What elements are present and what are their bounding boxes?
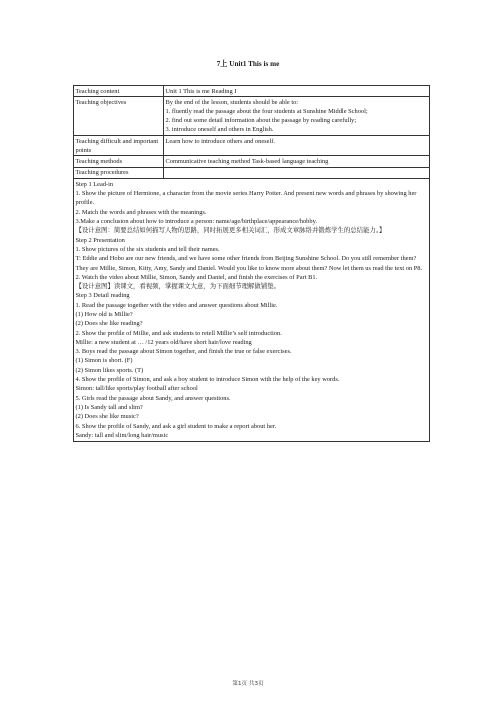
- table-row: [74, 136, 430, 156]
- procedure-line: 3.Make a conclusion about how to introduce a person: name/age/birthplace/appearance/hobby.: [75, 218, 317, 226]
- page-title: 7上 Unit1 This is me: [216, 60, 280, 68]
- objective-line: 3. introduce oneself and others in English.: [165, 126, 274, 134]
- procedure-line: Millie: a new student at … /12 years old/have short hair/love reading: [75, 338, 252, 346]
- procedure-line: T: Eddie and Hobo are our new friends, and we have some other friends from Beijing Sunshine School. Do you still remember them? They are Millie, Simon, Kitty, Amy, Sandy and Daniel. Would you like to know more about them? Now let them us read the text on P8.: [75, 255, 423, 272]
- row-value: Unit 1 This is me Reading I: [164, 86, 430, 97]
- row-value: [164, 97, 430, 136]
- procedure-line: 2. Show the profile of Millie, and ask students to retell Millie’s self introduction.: [75, 329, 282, 337]
- procedure-line: Step 3 Detail reading: [75, 292, 130, 300]
- row-key: Teaching difficult and important points: [74, 136, 164, 156]
- procedure-line: 6. Show the profile of Sandy, and ask a girl student to make a report about her.: [75, 422, 277, 430]
- procedure-line: 2. Watch the video about Millie, Simon, Sandy and Daniel, and finish the exercises of Part B1.: [75, 273, 318, 281]
- procedure-line: Step 2 Presentation: [75, 236, 125, 244]
- row-key: Teaching content: [74, 86, 164, 97]
- procedure-line: 3. Boys read the passage about Simon together, and finish the true or false exercises.: [75, 348, 292, 356]
- row-key: Teaching procedures: [74, 167, 164, 178]
- table-row: [74, 97, 430, 136]
- procedure-line: (2) Simon likes sports. (T): [75, 366, 144, 374]
- objective-line: By the end of the lesson, students should be able to:: [165, 98, 299, 106]
- procedure-line: 【设计意图】读课文，看视频，掌握课文大意，为下面细节理解做铺垫。: [75, 282, 280, 291]
- procedure-line: 1. Show pictures of the six students and tell their names.: [75, 245, 220, 253]
- row-value: Communicative teaching method Task-based language teaching: [164, 156, 430, 167]
- procedure-line: 1. Read the passage together with the video and answer questions about Millie.: [75, 301, 278, 309]
- row-value: [164, 167, 430, 178]
- page-footer: 第1页 共3页: [232, 681, 264, 687]
- table-row: [74, 167, 430, 178]
- procedure-line: 4. Show the profile of Simon, and ask a boy student to introduce Simon with the help of the key words.: [75, 376, 340, 384]
- table-row: [74, 86, 430, 97]
- procedure-line: Step 1 Lead-in: [75, 180, 114, 188]
- procedure-line: 5. Girls read the passage about Sandy, and answer questions.: [75, 394, 231, 402]
- procedure-line: 【设计意图：简要总结如何描写人物的思路，同时拓展更多相关词汇，形成文章脉络并锻炼学生的总结能力。】: [75, 226, 386, 235]
- procedures-cell: [74, 178, 430, 441]
- row-value: Learn how to introduce others and oneself.: [164, 136, 430, 156]
- table-row: [74, 178, 430, 441]
- procedure-line: Sandy: tall and slim/long hair/music: [75, 431, 169, 439]
- objective-line: 1. fluently read the passage about the four students at Sunshine Middle School;: [165, 107, 368, 115]
- procedure-line: (1) Is Sandy tall and slim?: [75, 403, 143, 411]
- procedure-line: (1) How old is Millie?: [75, 310, 133, 318]
- procedure-line: (2) Does she like music?: [75, 413, 139, 421]
- lesson-plan-table: [73, 85, 430, 442]
- objective-line: 2. find out some detail information about the passage by reading carefully;: [165, 117, 357, 125]
- procedure-line: (2) Does she like reading?: [75, 320, 143, 328]
- procedure-line: (1) Simon is short. (F): [75, 357, 133, 365]
- procedure-line: Simon: tall/like sports/play football after school: [75, 385, 198, 393]
- procedure-line: 1. Show the picture of Hermione, a character from the movie series Harry Potter. And present new words and phrases by showing her profile.: [75, 190, 417, 207]
- table-row: [74, 156, 430, 167]
- row-key: Teaching methods: [74, 156, 164, 167]
- row-key: Teaching objectives: [74, 97, 164, 136]
- procedure-line: 2. Match the words and phrases with the meanings.: [75, 208, 207, 216]
